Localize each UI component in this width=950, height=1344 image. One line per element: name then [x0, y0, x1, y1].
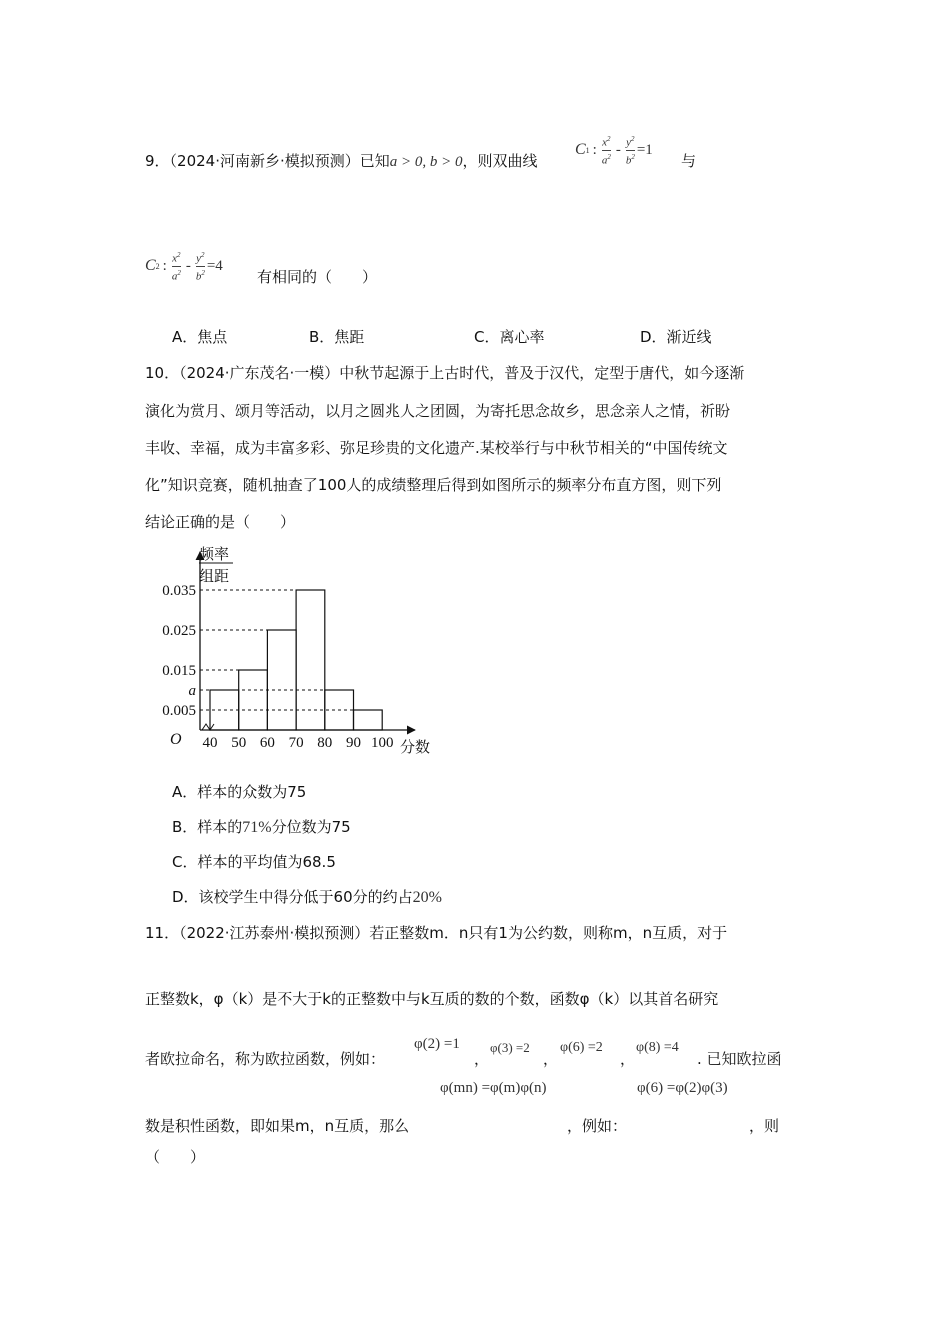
q11-line-3-text: 者欧拉命名，称为欧拉函数，例如： [145, 1050, 386, 1068]
q11-line-4-mid: ，例如： [567, 1117, 628, 1135]
q10-option-b-pre: B．样本的 [172, 818, 243, 836]
q9-line1 [145, 150, 538, 171]
q11-example-2: φ(3) =2 [490, 1040, 530, 1055]
q11-sep-2: ， [543, 1050, 559, 1068]
q11-line-5: （ ） [145, 1148, 206, 1166]
y-tick-label: 0.015 [162, 663, 196, 679]
q11-property: φ(mn) =φ(m)φ(n) [440, 1080, 547, 1096]
q10-option-a: A．样本的众数为75 [172, 783, 307, 801]
q9-text-b: ，则双曲线 [462, 152, 538, 170]
q10-option-d [172, 886, 442, 907]
q11-example-1: φ(2) =1 [414, 1036, 460, 1052]
q9-c1-label: C [575, 141, 586, 158]
q9-text-d: 有相同的（ ） [257, 268, 378, 286]
q9-text-c: 与 [681, 152, 697, 170]
q9-c2-rhs: =4 [206, 257, 223, 274]
q11-example: φ(6) =φ(2)φ(3) [637, 1080, 728, 1096]
q11-example-3: φ(6) =2 [560, 1040, 603, 1055]
origin-label: O [170, 731, 182, 748]
ylabel-top: 频率 [199, 547, 230, 563]
y-tick-label: 0.005 [162, 703, 196, 719]
q9-condition: a > 0, b > 0 [389, 154, 463, 170]
x-tick-label: 90 [346, 735, 361, 751]
y-tick-label: a [188, 683, 196, 699]
q10-line-4: 化”知识竞赛，随机抽查了100人的成绩整理后得到如图所示的频率分布直方图，则下列 [145, 476, 722, 494]
q9-number: 9． [145, 152, 170, 170]
q9-c1-equation: C 1 : $\frac{x^2}{a^2}$ - $\frac{y^2}{b^2}$ =1 [575, 134, 653, 167]
xlabel: 分数 [400, 740, 431, 756]
q9-c2-equation: C 2 : $\frac{x^2}{a^2}$ - $\frac{y^2}{b^2}$ =4 [145, 250, 223, 283]
q9-c1-rhs: =1 [636, 141, 653, 158]
q9-source: （2024·河南新乡·模拟预测） [169, 152, 360, 170]
x-tick-label: 80 [317, 735, 333, 751]
q11-line-1: 11．（2022·江苏泰州·模拟预测）若正整数m．n只有1为公约数，则称m，n互质，对于 [145, 924, 728, 942]
q11-line-3-tail: . 已知欧拉函 [697, 1050, 782, 1068]
q11-line-4-tail: ，则 [749, 1117, 780, 1135]
q9-c1-sub: 1 [585, 145, 590, 155]
y-tick-label: 0.025 [162, 623, 196, 639]
q11-sep-1: ， [474, 1050, 490, 1068]
q9-option-b: B．焦距 [309, 328, 365, 346]
q9-c2-sub: 2 [155, 261, 160, 271]
y-tick-label: 0.035 [162, 583, 196, 599]
q10-option-c: C．样本的平均值为68.5 [172, 853, 336, 871]
q10-option-b-math: 71% [242, 819, 272, 836]
x-tick-label: 50 [231, 735, 247, 751]
frequency-histogram [160, 540, 450, 760]
q9-option-c: C．离心率 [474, 328, 545, 346]
q10-option-b [172, 816, 351, 837]
q11-sep-3: ， [620, 1050, 636, 1068]
q10-line-3: 丰收、幸福，成为丰富多彩、弥足珍贵的文化遗产.某校举行与中秋节相关的“中国传统文 [145, 439, 728, 457]
axis-break-mark [202, 724, 214, 730]
q9-option-a: A．焦点 [172, 328, 228, 346]
q10-option-d-pre: D．该校学生中得分低于60分的约占 [172, 888, 413, 906]
q10-line-1: 10．（2024·广东茂名·一模）中秋节起源于上古时代，普及于汉代，定型于唐代，如今逐渐 [145, 364, 745, 382]
q11-line-2: 正整数k，φ（k）是不大于k的正整数中与k互质的数的个数，函数φ（k）以其首名研究 [145, 990, 719, 1008]
q11-line-4-text: 数是积性函数，即如果m，n互质，那么 [145, 1117, 410, 1135]
x-tick-label: 40 [202, 735, 218, 751]
q10-line-5: 结论正确的是（ ） [145, 513, 296, 531]
histogram-bar [239, 670, 268, 730]
q9-text-a: 已知 [359, 152, 390, 170]
x-tick-label: 70 [288, 735, 304, 751]
ylabel-bottom: 组距 [199, 569, 230, 585]
x-tick-label: 100 [370, 735, 394, 751]
q10-line-2: 演化为赏月、颂月等活动，以月之圆兆人之团圆，为寄托思念故乡，思念亲人之情，祈盼 [145, 402, 731, 420]
q9-c2-label: C [145, 257, 156, 274]
q9-option-d: D．渐近线 [640, 328, 712, 346]
histogram-bar [296, 590, 325, 730]
q10-option-d-math: 20% [412, 889, 442, 906]
q10-option-b-post: 分位数为75 [271, 818, 351, 836]
histogram-bar [354, 710, 383, 730]
x-tick-label: 60 [259, 735, 275, 751]
histogram-bar [267, 630, 296, 730]
q11-example-4: φ(8) =4 [636, 1040, 679, 1055]
